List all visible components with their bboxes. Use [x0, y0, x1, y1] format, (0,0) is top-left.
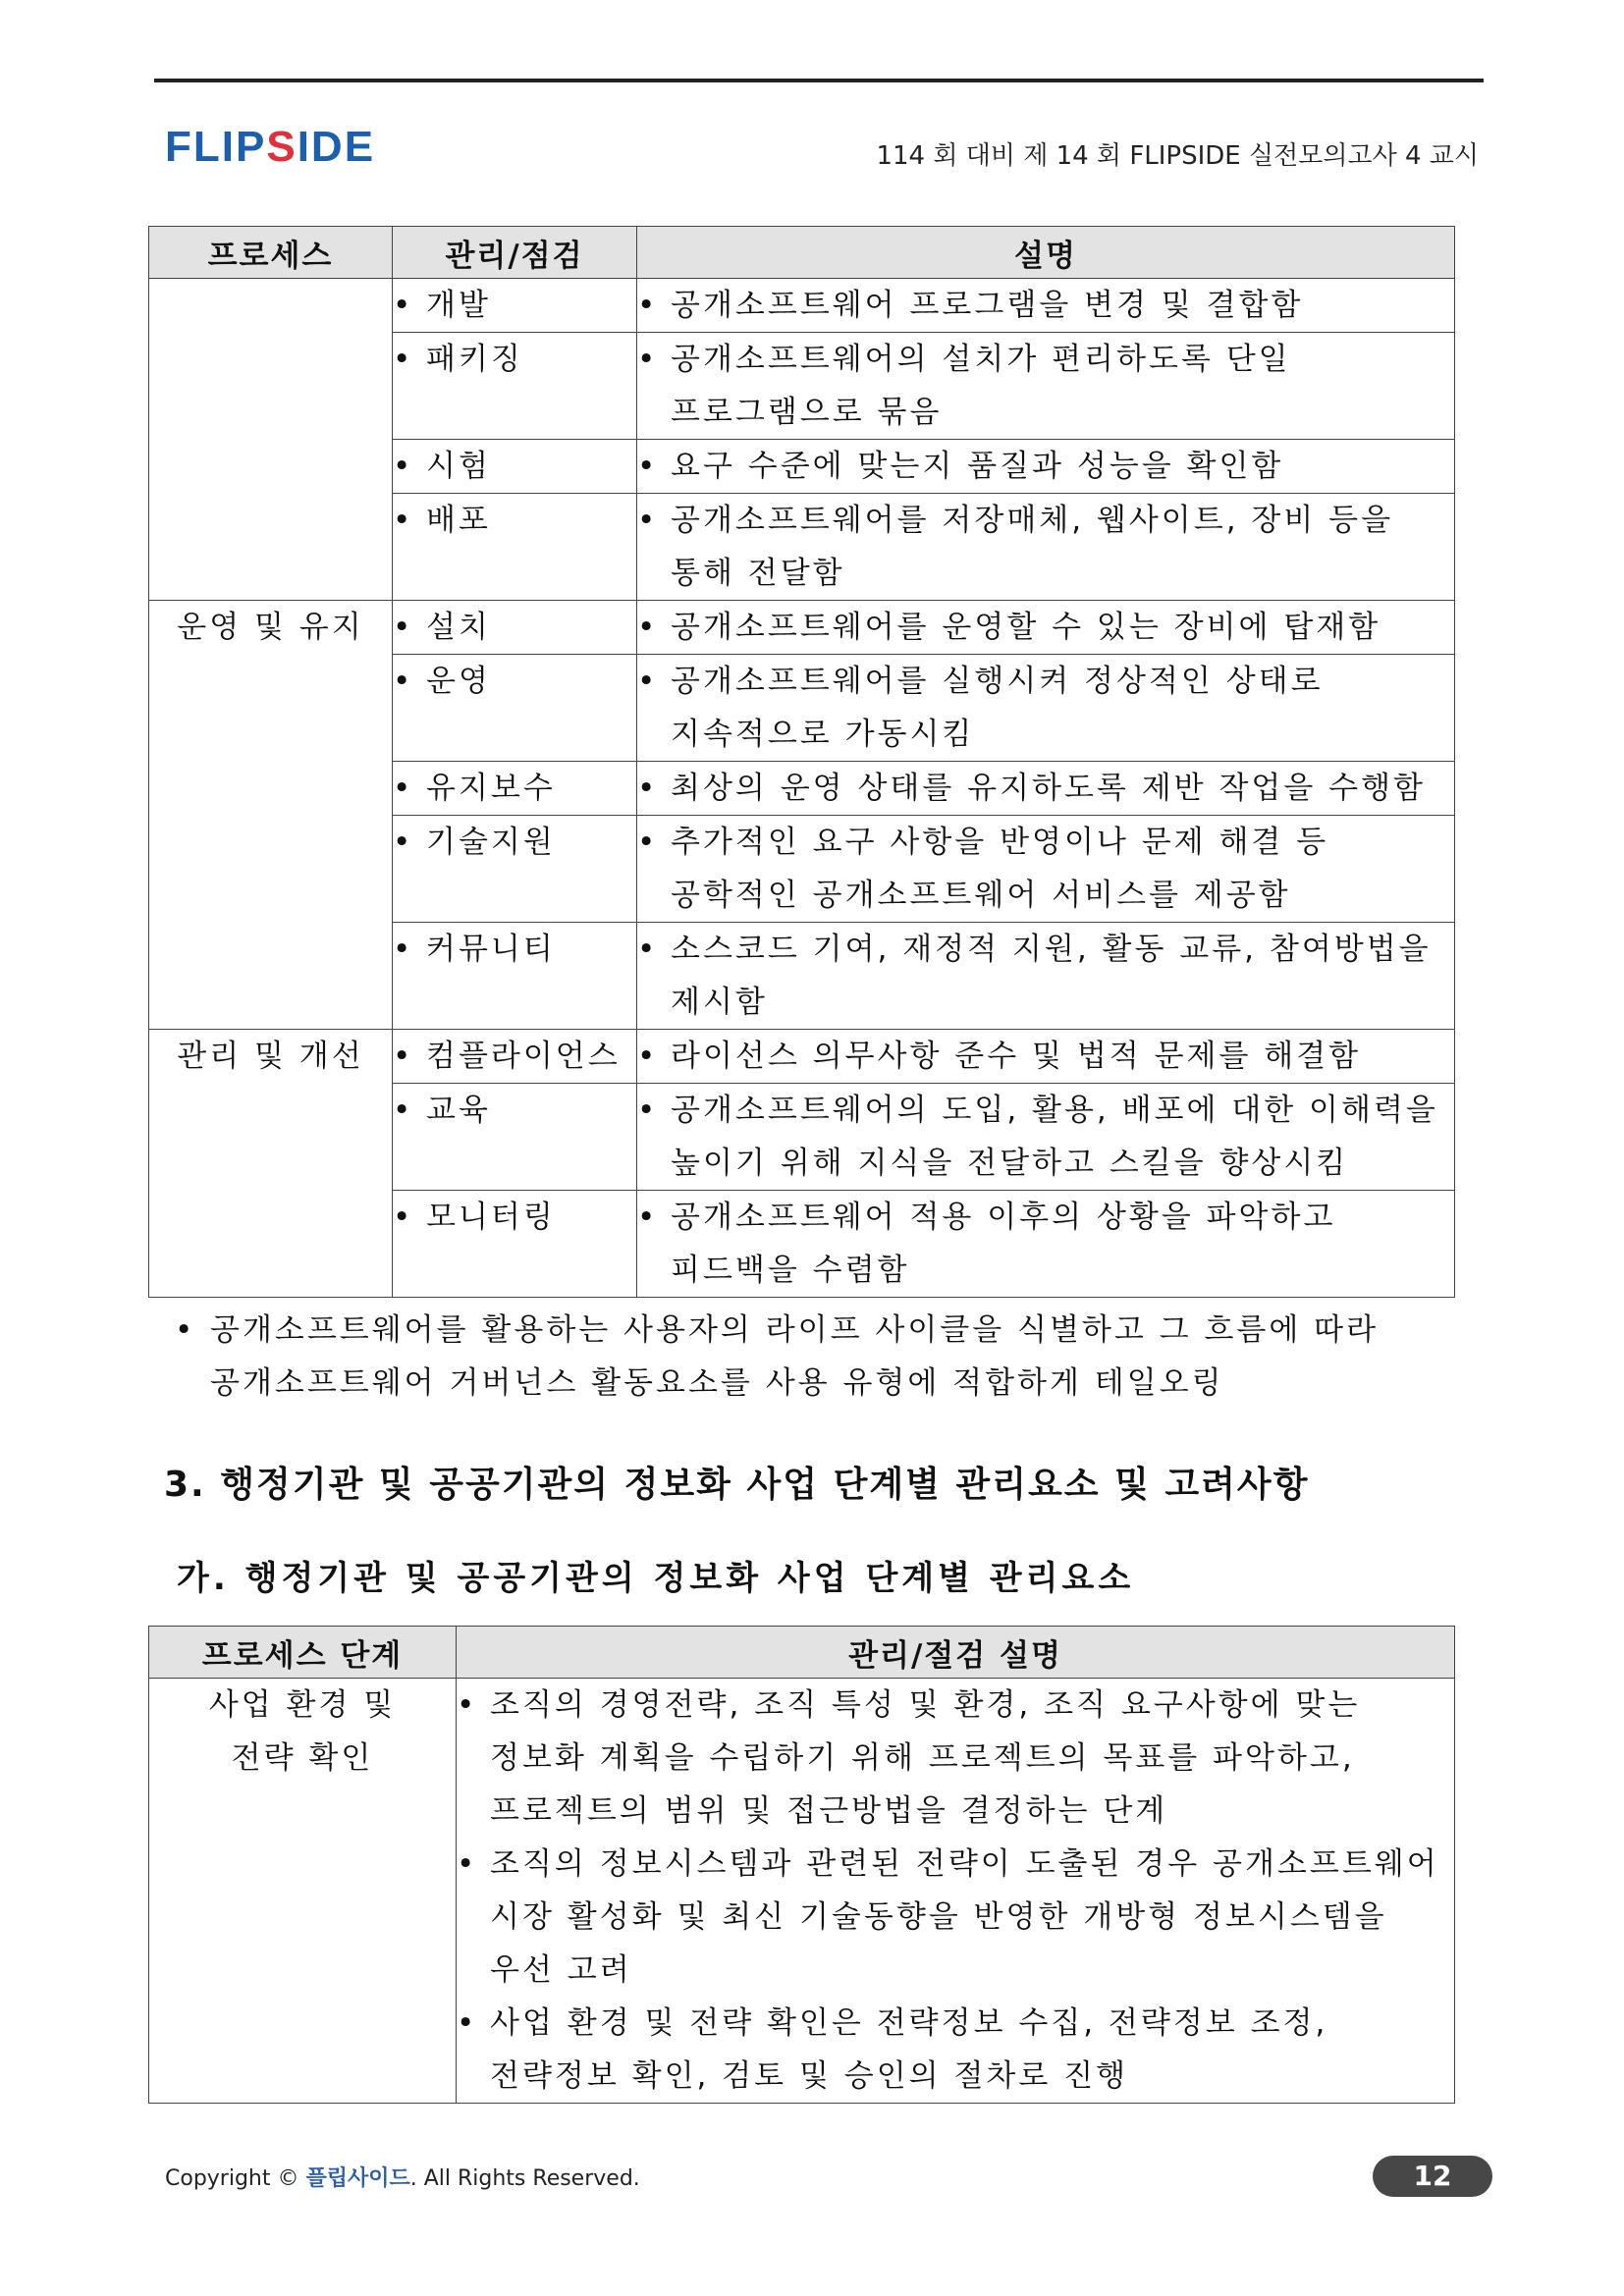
- text-line: 조직의 정보시스템과 관련된 전략이 도출된 경우 공개소프트웨어: [490, 1846, 1439, 1882]
- bullet-icon: •: [393, 1093, 414, 1128]
- description-cell: [637, 816, 1455, 923]
- text-line: 지속적으로 가동시킴: [671, 717, 975, 752]
- table-row: [149, 1030, 1455, 1084]
- table-row: [149, 601, 1455, 655]
- item-label: 시험: [426, 449, 491, 484]
- text-line: 전략정보 확인, 검토 및 승인의 절차로 진행: [490, 2058, 1129, 2094]
- table-header-row: [149, 227, 1455, 279]
- process-cell: [149, 279, 393, 601]
- item-label: 모니터링: [426, 1200, 556, 1235]
- text-line: 제시함: [671, 985, 768, 1020]
- item-label: 배포: [426, 503, 491, 538]
- bullet-item: [637, 440, 1454, 493]
- bullet-item: [393, 816, 636, 869]
- description-cell: [637, 1030, 1455, 1084]
- text-line: 정보화 계획을 수립하기 위해 프로젝트의 목표를 파악하고,: [490, 1740, 1355, 1776]
- text-line: 소스코드 기여, 재정적 지원, 활동 교류, 참여방법을: [671, 932, 1432, 967]
- bullet-icon: •: [175, 1312, 196, 1348]
- item-label: 운영: [426, 664, 491, 699]
- bullet-icon: •: [393, 449, 414, 484]
- bullet-item: [457, 1679, 1454, 1838]
- bullet-item: [637, 1030, 1454, 1083]
- brand-name: 플립사이드: [305, 2166, 410, 2191]
- text-line: 시장 활성화 및 최신 기술동향을 반영한 개방형 정보시스템을: [490, 1899, 1387, 1935]
- text-line: 통해 전달함: [671, 556, 845, 591]
- table-header-row: [149, 1627, 1455, 1679]
- bullet-icon: •: [637, 503, 659, 538]
- bullet-icon: •: [457, 1846, 478, 1882]
- bullet-icon: •: [637, 1039, 659, 1074]
- management-item-cell: [393, 762, 637, 816]
- bullet-item: [393, 923, 636, 976]
- item-label: 개발: [426, 288, 491, 323]
- bullet-item: [637, 762, 1454, 815]
- bullet-icon: •: [637, 288, 659, 323]
- management-item-cell: [393, 279, 637, 333]
- note-line: 공개소프트웨어를 활용하는 사용자의 라이프 사이클을 식별하고 그 흐름에 따라: [210, 1312, 1380, 1348]
- section-heading: 3. 행정기관 및 공공기관의 정보화 사업 단계별 관리요소 및 고려사항: [164, 1465, 1310, 1505]
- bullet-icon: •: [393, 610, 414, 645]
- management-item-cell: [393, 494, 637, 601]
- bullet-icon: •: [637, 449, 659, 484]
- table-row: [149, 1679, 1455, 2104]
- text-line: 높이기 위해 지식을 전달하고 스킬을 향상시킴: [671, 1146, 1349, 1181]
- management-item-cell: [393, 816, 637, 923]
- text-line: 공개소프트웨어 적용 이후의 상황을 파악하고: [671, 1200, 1336, 1235]
- bullet-item: [457, 1997, 1454, 2103]
- bullet-item: [637, 601, 1454, 654]
- item-label: 커뮤니티: [426, 932, 556, 967]
- bullet-icon: •: [637, 1200, 659, 1235]
- item-label: 컴플라이언스: [426, 1039, 621, 1074]
- item-label: 설치: [426, 610, 491, 645]
- bullet-item: [457, 1838, 1454, 1997]
- bullet-icon: •: [457, 1687, 478, 1723]
- text-line: 피드백을 수렴함: [671, 1253, 910, 1288]
- copyright-text: Copyright © 플립사이드. All Rights Reserved.: [165, 2166, 640, 2191]
- bullet-item: [393, 279, 636, 332]
- description-cell: [637, 1084, 1455, 1191]
- text-line: 우선 고려: [490, 1952, 632, 1988]
- page-number-badge: 12: [1373, 2156, 1492, 2197]
- lifecycle-table: [148, 226, 1455, 1298]
- column-header-management: 관리/점검: [393, 227, 637, 279]
- bullet-item: [637, 279, 1454, 332]
- bullet-item: [637, 655, 1454, 761]
- management-item-cell: [393, 1084, 637, 1191]
- management-item-cell: [393, 333, 637, 440]
- bullet-icon: •: [393, 1200, 414, 1235]
- bullet-icon: •: [393, 503, 414, 538]
- bullet-icon: •: [393, 342, 414, 377]
- stage-description-cell: [457, 1679, 1455, 2104]
- text-line: 공개소프트웨어의 도입, 활용, 배포에 대한 이해력을: [671, 1093, 1438, 1128]
- text-line: 조직의 경영전략, 조직 특성 및 환경, 조직 요구사항에 맞는: [490, 1687, 1361, 1723]
- text-line: 사업 환경 및: [208, 1687, 397, 1723]
- text-line: 라이선스 의무사항 준수 및 법적 문제를 해결함: [671, 1039, 1362, 1074]
- item-label: 패키징: [426, 342, 523, 377]
- summary-note: [175, 1304, 1451, 1410]
- bullet-item: [393, 440, 636, 493]
- text-line: 공개소프트웨어 프로그램을 변경 및 결합함: [671, 288, 1304, 323]
- bullet-item: [637, 816, 1454, 922]
- bullet-item: [393, 494, 636, 547]
- bullet-icon: •: [637, 1093, 659, 1128]
- bullet-item: [393, 762, 636, 815]
- text-line: 사업 환경 및 전략 확인은 전략정보 수집, 전략정보 조정,: [490, 2005, 1328, 2041]
- bullet-icon: •: [637, 932, 659, 967]
- exam-header-text: 114 회 대비 제 14 회 FLIPSIDE 실전모의고사 4 교시: [876, 141, 1479, 171]
- bullet-item: [637, 1084, 1454, 1190]
- bullet-icon: •: [637, 664, 659, 699]
- bullet-item: [637, 333, 1454, 439]
- management-item-cell: [393, 1030, 637, 1084]
- description-cell: [637, 440, 1455, 494]
- description-cell: [637, 923, 1455, 1030]
- description-cell: [637, 655, 1455, 762]
- bullet-icon: •: [637, 342, 659, 377]
- text-line: 공개소프트웨어의 설치가 편리하도록 단일: [671, 342, 1291, 377]
- description-cell: [637, 762, 1455, 816]
- item-label: 유지보수: [426, 771, 556, 806]
- bullet-item: [393, 333, 636, 386]
- text-line: 공학적인 공개소프트웨어 서비스를 제공함: [671, 878, 1291, 913]
- bullet-icon: •: [393, 1039, 414, 1074]
- lifecycle-table-body: [149, 279, 1455, 1298]
- project-stage-table: [148, 1626, 1455, 2104]
- item-label: 기술지원: [426, 825, 556, 860]
- description-cell: [637, 601, 1455, 655]
- text-line: 전략 확인: [231, 1740, 374, 1776]
- bullet-item: [393, 655, 636, 708]
- bullet-icon: •: [637, 610, 659, 645]
- project-stage-table-body: [149, 1679, 1455, 2104]
- item-label: 교육: [426, 1093, 491, 1128]
- bullet-item: [637, 494, 1454, 600]
- description-cell: [637, 1191, 1455, 1298]
- bullet-item: [637, 923, 1454, 1029]
- management-item-cell: [393, 1191, 637, 1298]
- bullet-item: [393, 1191, 636, 1244]
- bullet-item: [637, 1191, 1454, 1297]
- text-line: 공개소프트웨어를 운영할 수 있는 장비에 탑재함: [671, 610, 1381, 645]
- text-line: 요구 수준에 맞는지 품질과 성능을 확인함: [671, 449, 1284, 484]
- bullet-icon: •: [393, 664, 414, 699]
- bullet-icon: •: [457, 2005, 478, 2041]
- process-stage-cell: [149, 1679, 457, 2104]
- bullet-item: [393, 601, 636, 654]
- text-line: 프로젝트의 범위 및 접근방법을 결정하는 단계: [490, 1793, 1168, 1829]
- bullet-icon: •: [637, 825, 659, 860]
- bullet-icon: •: [393, 771, 414, 806]
- bullet-icon: •: [393, 825, 414, 860]
- header-rule: [154, 79, 1484, 82]
- text-line: 프로그램으로 묶음: [671, 395, 943, 430]
- management-item-cell: [393, 440, 637, 494]
- subsection-heading: 가. 행정기관 및 공공기관의 정보화 사업 단계별 관리요소: [177, 1559, 1135, 1598]
- description-cell: [637, 279, 1455, 333]
- bullet-item: [393, 1030, 636, 1083]
- bullet-item: [393, 1084, 636, 1137]
- column-header-process-stage: 프로세스 단계: [149, 1627, 457, 1679]
- description-cell: [637, 333, 1455, 440]
- column-header-process: 프로세스: [149, 227, 393, 279]
- process-cell: 관리 및 개선: [149, 1030, 393, 1298]
- bullet-icon: •: [637, 771, 659, 806]
- text-line: 추가적인 요구 사항을 반영이나 문제 해결 등: [671, 825, 1329, 860]
- bullet-icon: •: [393, 932, 414, 967]
- description-cell: [637, 494, 1455, 601]
- flipside-logo: FLIPSIDE: [165, 123, 376, 171]
- column-header-description: 설명: [637, 227, 1455, 279]
- text-line: 공개소프트웨어를 저장매체, 웹사이트, 장비 등을: [671, 503, 1394, 538]
- management-item-cell: [393, 655, 637, 762]
- management-item-cell: [393, 601, 637, 655]
- process-cell: 운영 및 유지: [149, 601, 393, 1030]
- management-item-cell: [393, 923, 637, 1030]
- bullet-icon: •: [393, 288, 414, 323]
- text-line: 공개소프트웨어를 실행시켜 정상적인 상태로: [671, 664, 1324, 699]
- note-line: 공개소프트웨어 거버넌스 활동요소를 사용 유형에 적합하게 테일오링: [210, 1365, 1224, 1401]
- text-line: 최상의 운영 상태를 유지하도록 제반 작업을 수행함: [671, 771, 1426, 806]
- column-header-stage-description: 관리/절검 설명: [457, 1627, 1455, 1679]
- table-row: [149, 279, 1455, 333]
